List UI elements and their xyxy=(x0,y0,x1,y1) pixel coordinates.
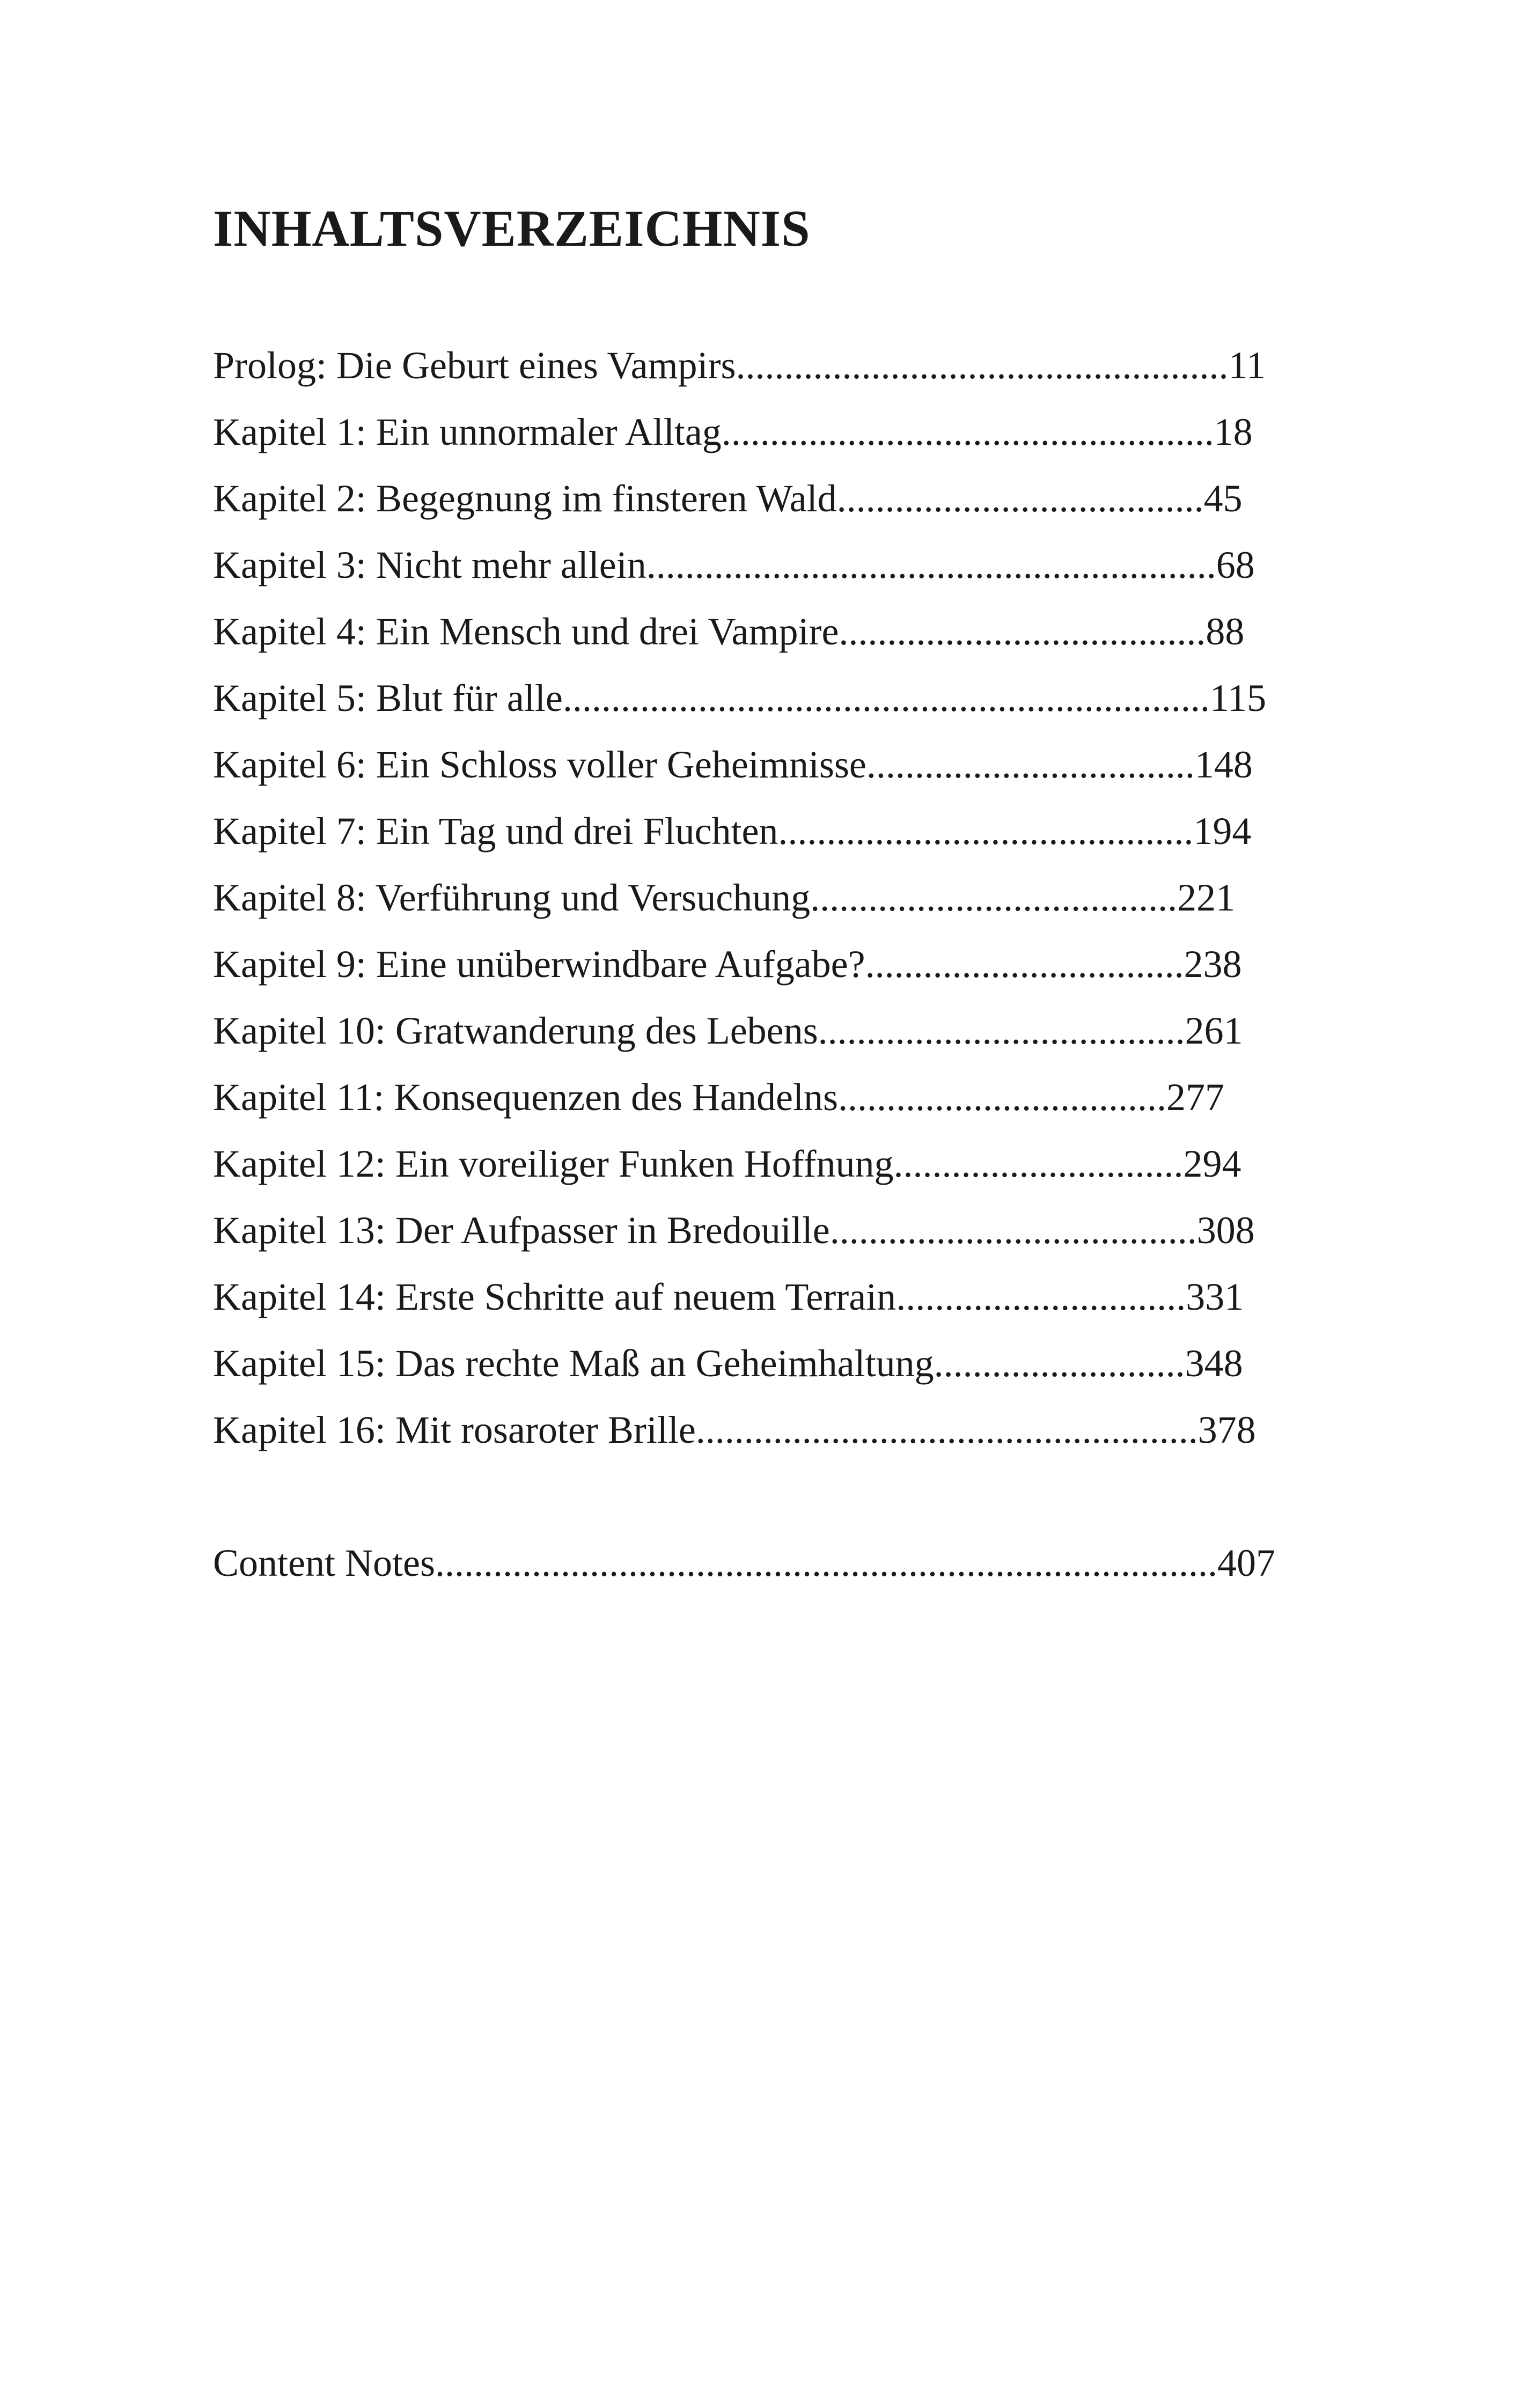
toc-entry-chapter-15 xyxy=(213,1344,1286,1411)
toc-entry-chapter-3 xyxy=(213,546,1286,612)
toc-leader-dots: ...................................... xyxy=(829,1209,1197,1252)
toc-page-number: 221 xyxy=(1177,876,1236,919)
toc-leader-dots: ...................................... xyxy=(810,876,1178,919)
toc-entry-title: Kapitel 14: Erste Schritte auf neuem Terrain xyxy=(213,1275,897,1318)
toc-leader-dots: ................................................... xyxy=(721,410,1214,453)
toc-entry-title: Kapitel 11: Konsequenzen des Handelns xyxy=(213,1076,839,1119)
toc-entry-title: Kapitel 5: Blut für alle xyxy=(213,677,563,720)
toc-entry-chapter-4 xyxy=(213,612,1286,679)
toc-page-number: 294 xyxy=(1183,1142,1241,1185)
toc-page-number: 11 xyxy=(1228,344,1266,387)
toc-entry-title: Prolog: Die Geburt eines Vampirs xyxy=(213,344,736,387)
page-title: INHALTSVERZEICHNIS xyxy=(213,200,811,257)
toc-page-number: 407 xyxy=(1217,1541,1275,1584)
toc-leader-dots: .................................. xyxy=(866,743,1195,786)
toc-leader-dots: ...................................... xyxy=(818,1009,1185,1052)
toc-leader-dots: .................................. xyxy=(838,1076,1167,1119)
toc-leader-dots: ...................................... xyxy=(836,477,1204,520)
toc-leader-dots: ........................................................... xyxy=(646,544,1216,586)
toc-leader-dots: ...................................... xyxy=(839,610,1206,653)
toc-page-number: 331 xyxy=(1186,1275,1244,1318)
toc-entry-title: Kapitel 4: Ein Mensch und drei Vampire xyxy=(213,610,839,653)
toc-entry-title: Kapitel 10: Gratwanderung des Lebens xyxy=(213,1009,818,1052)
toc-entry-chapter-6 xyxy=(213,745,1286,812)
toc-page-number: 238 xyxy=(1184,943,1242,986)
toc-entry-title: Kapitel 7: Ein Tag und drei Fluchten xyxy=(213,810,778,853)
toc-leader-dots: .............................. xyxy=(896,1275,1186,1318)
toc-entry-title: Kapitel 1: Ein unnormaler Alltag xyxy=(213,410,722,453)
toc-entry-content-notes xyxy=(213,1541,1286,1610)
toc-entry-chapter-14 xyxy=(213,1275,1286,1344)
toc-leader-dots: ........................................... xyxy=(778,810,1194,853)
toc-entry-chapter-12 xyxy=(213,1144,1286,1211)
toc-entry-prolog xyxy=(213,346,1286,413)
toc-entry-chapter-11 xyxy=(213,1078,1286,1144)
toc-entry-chapter-8 xyxy=(213,878,1286,945)
toc-leader-dots: .......................... xyxy=(934,1342,1185,1385)
toc-entry-chapter-10 xyxy=(213,1011,1286,1078)
toc-leader-dots: ................................................................... xyxy=(562,677,1210,720)
toc-entry-chapter-16 xyxy=(213,1408,1286,1477)
toc-entry-title: Kapitel 6: Ein Schloss voller Geheimnisse xyxy=(213,743,866,786)
toc-leader-dots: ................................................................................. xyxy=(435,1541,1217,1584)
toc-entry-title: Content Notes xyxy=(213,1541,435,1584)
toc-leader-dots: ................................. xyxy=(865,943,1184,986)
toc-entry-chapter-7 xyxy=(213,812,1286,878)
toc-page-number: 348 xyxy=(1185,1342,1243,1385)
toc-entry-title: Kapitel 8: Verführung und Versuchung xyxy=(213,876,811,919)
toc-entry-chapter-5 xyxy=(213,679,1286,745)
toc-entry-chapter-13 xyxy=(213,1211,1286,1278)
toc-entry-title: Kapitel 12: Ein voreiliger Funken Hoffnung xyxy=(213,1142,894,1185)
toc-entry-title: Kapitel 15: Das rechte Maß an Geheimhaltung xyxy=(213,1342,934,1385)
toc-page-number: 45 xyxy=(1203,477,1243,520)
toc-page-number: 194 xyxy=(1193,810,1252,853)
toc-entry-chapter-1 xyxy=(213,410,1286,479)
toc-entry-title: Kapitel 16: Mit rosaroter Brille xyxy=(213,1408,696,1451)
toc-page-number: 277 xyxy=(1166,1076,1225,1119)
toc-entry-title: Kapitel 2: Begegnung im finsteren Wald xyxy=(213,477,837,520)
toc-page-number: 88 xyxy=(1206,610,1245,653)
toc-page-number: 261 xyxy=(1185,1009,1243,1052)
toc-leader-dots: .............................. xyxy=(893,1142,1184,1185)
toc-page-number: 378 xyxy=(1197,1408,1256,1451)
toc-entry-title: Kapitel 13: Der Aufpasser in Bredouille xyxy=(213,1209,830,1252)
toc-page-number: 18 xyxy=(1214,410,1253,453)
toc-list xyxy=(213,346,1286,1610)
toc-entry-chapter-9 xyxy=(213,945,1286,1011)
toc-entry-chapter-2 xyxy=(213,479,1286,546)
toc-page-number: 68 xyxy=(1216,544,1255,586)
toc-page-number: 308 xyxy=(1196,1209,1255,1252)
toc-entry-title: Kapitel 9: Eine unüberwindbare Aufgabe? xyxy=(213,943,865,986)
toc-leader-dots: ................................................... xyxy=(736,344,1229,387)
toc-page-number: 148 xyxy=(1194,743,1253,786)
toc-leader-dots: .................................................... xyxy=(695,1408,1198,1451)
toc-page-number: 115 xyxy=(1209,677,1267,720)
toc-entry-title: Kapitel 3: Nicht mehr allein xyxy=(213,544,646,586)
